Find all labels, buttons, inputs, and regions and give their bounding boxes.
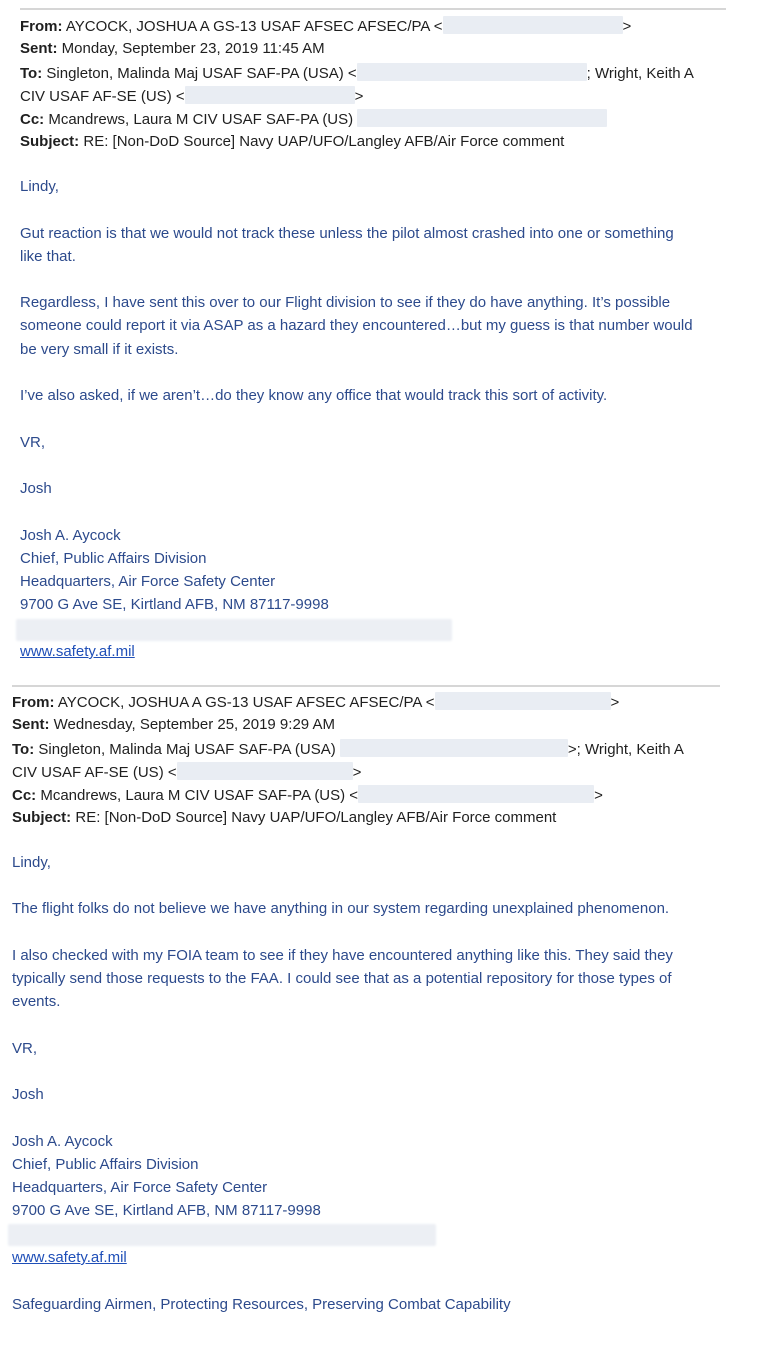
- redacted-signature-contact: [8, 1224, 436, 1246]
- email-2-signature-title: Chief, Public Affairs Division: [12, 1156, 199, 1173]
- email-1-website-link[interactable]: www.safety.af.mil: [20, 643, 135, 660]
- email-1-sender-name: Josh: [20, 480, 52, 497]
- email-1-subject-line: [20, 132, 564, 152]
- from-value: AYCOCK, JOSHUA A GS-13 USAF AFSEC AFSEC/PA <: [65, 18, 443, 35]
- email-1-from-line: [20, 16, 631, 36]
- sent-value: Monday, September 23, 2019 11:45 AM: [61, 40, 325, 57]
- email-2-closing: VR,: [12, 1040, 38, 1057]
- email-2-cc-line: [12, 785, 603, 805]
- redacted-email: [340, 739, 568, 757]
- email-2-sender-name: Josh: [12, 1086, 44, 1103]
- to-value-cont: CIV USAF AF-SE (US) <: [12, 764, 177, 781]
- email-2-subject-line: [12, 808, 556, 828]
- cc-value: Mcandrews, Laura M CIV USAF SAF-PA (US): [48, 111, 354, 128]
- redacted-email: [357, 63, 587, 81]
- redacted-email: [177, 762, 353, 780]
- redacted-signature-contact: [16, 619, 452, 641]
- redacted-email: [357, 109, 607, 127]
- subject-label: Subject:: [12, 809, 72, 826]
- email-1-closing: VR,: [20, 434, 46, 451]
- redacted-email: [185, 86, 355, 104]
- from-label: From:: [12, 694, 55, 711]
- email-2-to-line-1: [12, 739, 684, 759]
- email-2-greeting: Lindy,: [12, 854, 51, 871]
- email-1-signature-address: 9700 G Ave SE, Kirtland AFB, NM 87117-9998: [20, 596, 329, 613]
- email-1-to-line-1: [20, 63, 694, 83]
- email-2-top-separator: [12, 685, 720, 687]
- email-1-to-line-2: [20, 86, 363, 106]
- email-1-greeting: Lindy,: [20, 178, 59, 195]
- from-bracket: >: [622, 18, 632, 35]
- subject-value: RE: [Non-DoD Source] Navy UAP/UFO/Langley AFB/Air Force comment: [83, 133, 565, 150]
- email-2-signature-address: 9700 G Ave SE, Kirtland AFB, NM 87117-9998: [12, 1202, 321, 1219]
- email-1-body-p2-line2: someone could report it via ASAP as a hazard they encountered…but my guess is that number would: [20, 317, 693, 334]
- from-bracket: >: [610, 694, 620, 711]
- email-1-body-p1-line2: like that.: [20, 248, 76, 265]
- to-bracket: >: [352, 764, 362, 781]
- email-1-signature-name: Josh A. Aycock: [20, 527, 121, 544]
- cc-label: Cc:: [12, 787, 37, 804]
- email-2-website-link[interactable]: www.safety.af.mil: [12, 1249, 127, 1266]
- sent-value: Wednesday, September 25, 2019 9:29 AM: [53, 716, 335, 733]
- to-value-cont: CIV USAF AF-SE (US) <: [20, 88, 185, 105]
- sent-label: Sent:: [20, 40, 58, 57]
- email-1-cc-line: [20, 109, 607, 129]
- email-2-body-p2-line3: events.: [12, 993, 61, 1010]
- email-1-body-p3: I’ve also asked, if we aren’t…do they know any office that would track this sort of activity.: [20, 387, 608, 404]
- email-2-to-line-2: [12, 762, 361, 782]
- from-label: From:: [20, 18, 63, 35]
- email-2-signature-motto: Safeguarding Airmen, Protecting Resources, Preserving Combat Capability: [12, 1296, 511, 1313]
- from-value: AYCOCK, JOSHUA A GS-13 USAF AFSEC AFSEC/PA <: [57, 694, 435, 711]
- email-2-from-line: [12, 692, 619, 712]
- redacted-email: [358, 785, 594, 803]
- redacted-email: [443, 16, 623, 34]
- email-1-body-p2-line1: Regardless, I have sent this over to our Flight division to see if they do have anything. It’s possible: [20, 294, 671, 311]
- to-bracket: >: [354, 88, 364, 105]
- email-1-body-p1-line1: Gut reaction is that we would not track these unless the pilot almost crashed into one or something: [20, 225, 674, 242]
- cc-end: >: [594, 787, 603, 804]
- to-value-end: ; Wright, Keith A: [586, 65, 694, 82]
- email-2-signature-name: Josh A. Aycock: [12, 1133, 113, 1150]
- to-label: To:: [12, 741, 35, 758]
- cc-label: Cc:: [20, 111, 45, 128]
- email-1-body-p2-line3: be very small if it exists.: [20, 341, 179, 358]
- sent-label: Sent:: [12, 716, 50, 733]
- email-2-signature-org: Headquarters, Air Force Safety Center: [12, 1179, 268, 1196]
- cc-value: Mcandrews, Laura M CIV USAF SAF-PA (US) <: [40, 787, 359, 804]
- redacted-email: [435, 692, 611, 710]
- subject-value: RE: [Non-DoD Source] Navy UAP/UFO/Langley AFB/Air Force comment: [75, 809, 557, 826]
- email-1-top-separator: [20, 8, 726, 10]
- to-label: To:: [20, 65, 43, 82]
- to-value: Singleton, Malinda Maj USAF SAF-PA (USA): [38, 741, 336, 758]
- to-value: Singleton, Malinda Maj USAF SAF-PA (USA) <: [46, 65, 357, 82]
- email-2-body-p2-line1: I also checked with my FOIA team to see if they have encountered anything like this. They said they: [12, 947, 673, 964]
- email-2-body-p1: The flight folks do not believe we have anything in our system regarding unexplained phenomenon.: [12, 900, 670, 917]
- email-2-body-p2-line2: typically send those requests to the FAA. I could see that as a potential repository for those types of: [12, 970, 672, 987]
- to-value-end: >; Wright, Keith A: [567, 741, 684, 758]
- email-1-signature-org: Headquarters, Air Force Safety Center: [20, 573, 276, 590]
- email-2-sent-line: [12, 715, 335, 735]
- email-1-sent-line: [20, 39, 325, 59]
- subject-label: Subject:: [20, 133, 80, 150]
- email-1-signature-title: Chief, Public Affairs Division: [20, 550, 207, 567]
